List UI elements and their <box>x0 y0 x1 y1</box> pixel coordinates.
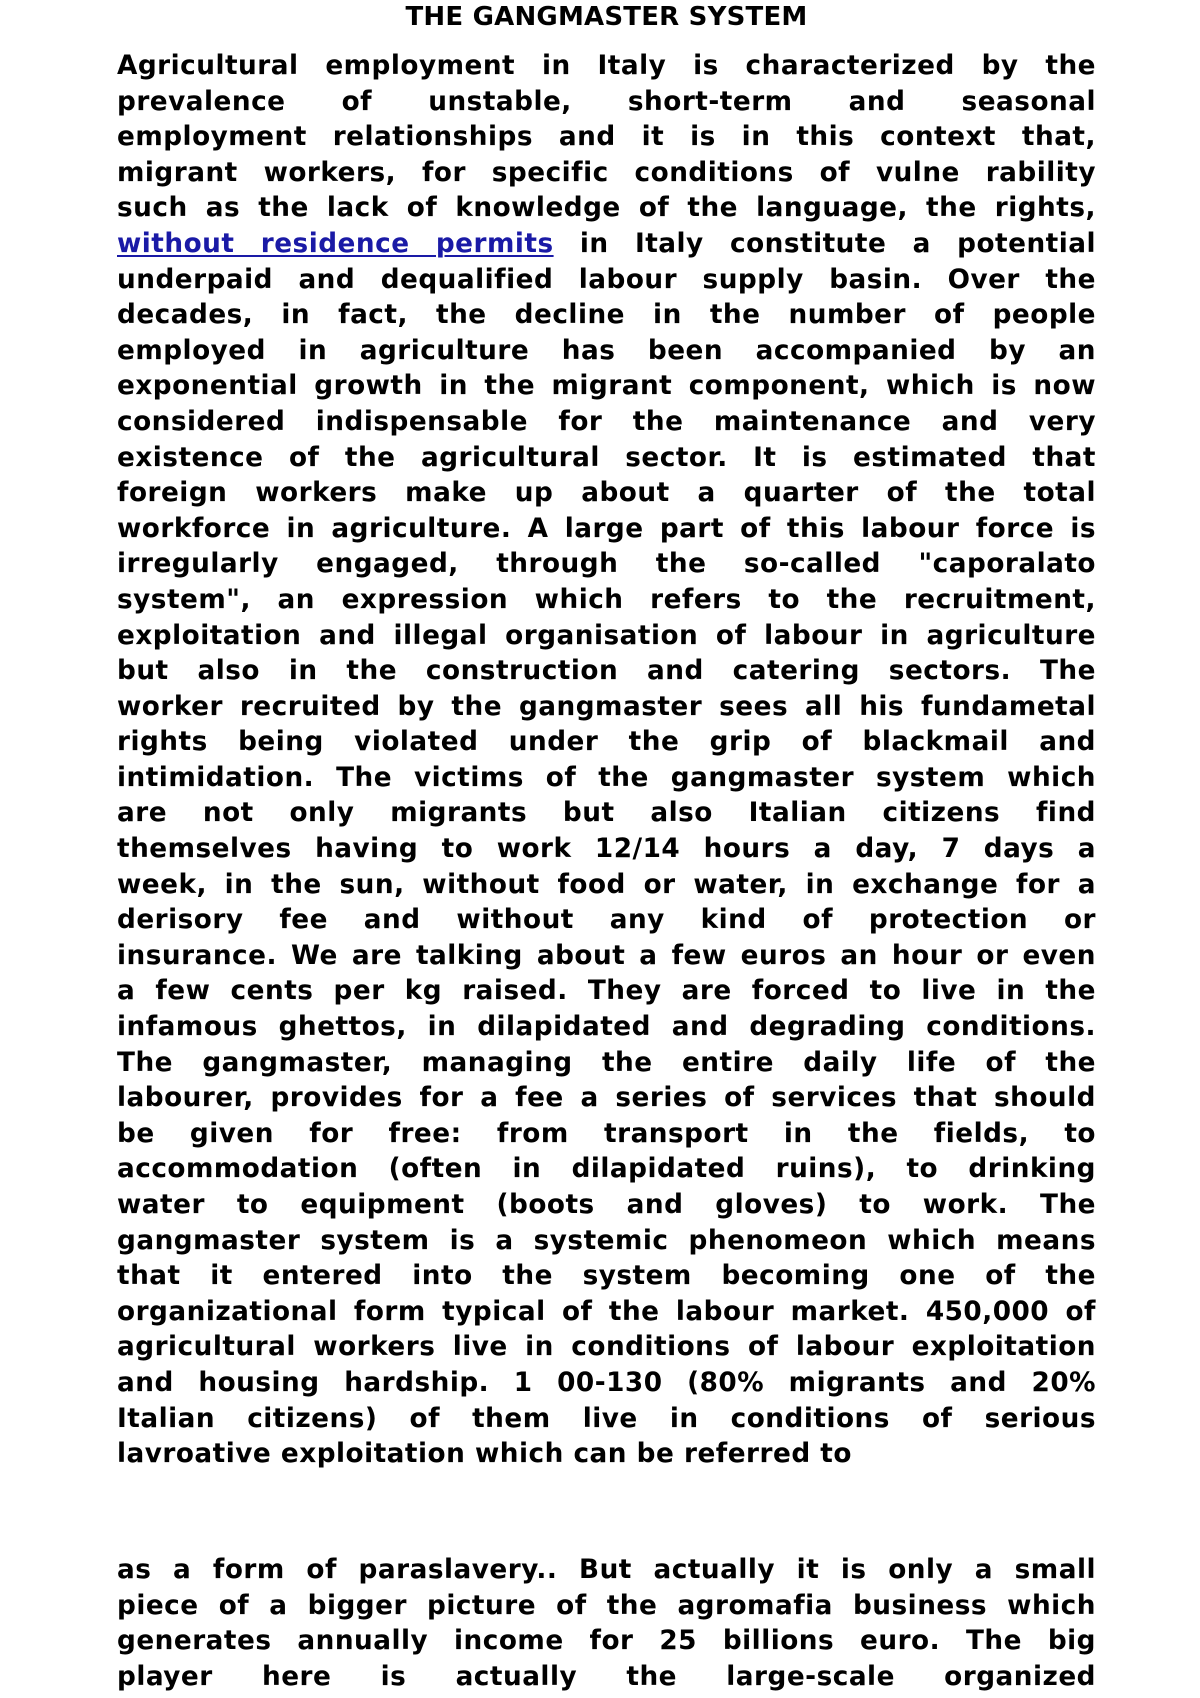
text-line: labourer, provides for a fee a series of services that should <box>117 1083 1096 1114</box>
text-line: employment relationships and it is in this context that, <box>117 122 1096 153</box>
text-line: generates annually income for 25 billions euro. The big <box>117 1626 1096 1657</box>
text-line: a few cents per kg raised. They are forced to live in the <box>117 976 1096 1007</box>
text-line: derisory fee and without any kind of protection or <box>117 905 1096 936</box>
text-line: are not only migrants but also Italian citizens find <box>117 798 1096 829</box>
text-line: rights being violated under the grip of blackmail and <box>117 727 1096 758</box>
text-line: lavroative exploitation which can be referred to <box>117 1439 852 1470</box>
text-line: such as the lack of knowledge of the language, the rights, <box>117 193 1096 224</box>
text-line: intimidation. The victims of the gangmaster system which <box>117 762 1096 793</box>
text-line-rest: in Italy constitute a potential <box>579 228 1096 259</box>
text-line: irregularly engaged, through the so-called "caporalato <box>117 549 1096 580</box>
text-line: player here is actually the large-scale organized <box>117 1661 1096 1692</box>
document-title: THE GANGMASTER SYSTEM <box>405 2 808 32</box>
text-line: accommodation (often in dilapidated ruins), to drinking <box>117 1154 1096 1185</box>
text-line: week, in the sun, without food or water, in exchange for a <box>117 869 1096 900</box>
text-line: underpaid and dequalified labour supply basin. Over the <box>117 264 1096 295</box>
text-line: exponential growth in the migrant component, which is now <box>117 371 1096 402</box>
text-line: prevalence of unstable, short-term and seasonal <box>117 86 1096 117</box>
text-line: be given for free: from transport in the fields, to <box>117 1118 1096 1149</box>
text-line: The gangmaster, managing the entire daily life of the <box>117 1047 1096 1078</box>
text-line: and housing hardship. 1 00-130 (80% migrants and 20% <box>117 1367 1096 1398</box>
paragraph-main <box>117 49 1096 1473</box>
text-line: organizational form typical of the labour market. 450,000 of <box>117 1296 1096 1327</box>
text-line: existence of the agricultural sector. It is estimated that <box>117 442 1096 473</box>
text-line: migrant workers, for specific conditions of vulne rability <box>117 157 1096 188</box>
document-page <box>117 0 1096 1692</box>
text-line: water to equipment (boots and gloves) to work. The <box>117 1190 1096 1220</box>
text-line: considered indispensable for the maintenance and very <box>117 406 1096 437</box>
text-line: system", an expression which refers to the recruitment, <box>117 584 1096 615</box>
paragraph-continued <box>117 1553 1096 1695</box>
text-line-with-link <box>117 227 1096 263</box>
text-line: gangmaster system is a systemic phenomeon which means <box>117 1225 1096 1256</box>
text-line: as a form of paraslavery.. But actually it is only a small <box>117 1555 1096 1585</box>
text-line: employed in agriculture has been accompanied by an <box>117 335 1096 366</box>
text-line: worker recruited by the gangmaster sees all his fundametal <box>117 691 1096 722</box>
text-line: agricultural workers live in conditions of labour exploitation <box>117 1332 1096 1363</box>
text-line: insurance. We are talking about a few euros an hour or even <box>117 940 1096 971</box>
text-line: that it entered into the system becoming one of the <box>117 1261 1096 1292</box>
text-line: workforce in agriculture. A large part of this labour force is <box>117 513 1096 544</box>
text-line: infamous ghettos, in dilapidated and degrading conditions. <box>117 1012 1096 1043</box>
text-line: themselves having to work 12/14 hours a day, 7 days a <box>117 834 1096 865</box>
text-line: foreign workers make up about a quarter of the total <box>117 478 1096 509</box>
text-line: piece of a bigger picture of the agromafia business which <box>117 1590 1096 1621</box>
text-line: Italian citizens) of them live in conditions of serious <box>117 1403 1096 1434</box>
residence-permits-link[interactable]: without residence permits <box>117 228 554 259</box>
text-line: but also in the construction and catering sectors. The <box>117 656 1096 687</box>
text-line: Agricultural employment in Italy is characterized by the <box>117 51 1096 81</box>
text-line: decades, in fact, the decline in the number of people <box>117 300 1096 331</box>
text-line: exploitation and illegal organisation of labour in agriculture <box>117 620 1096 651</box>
